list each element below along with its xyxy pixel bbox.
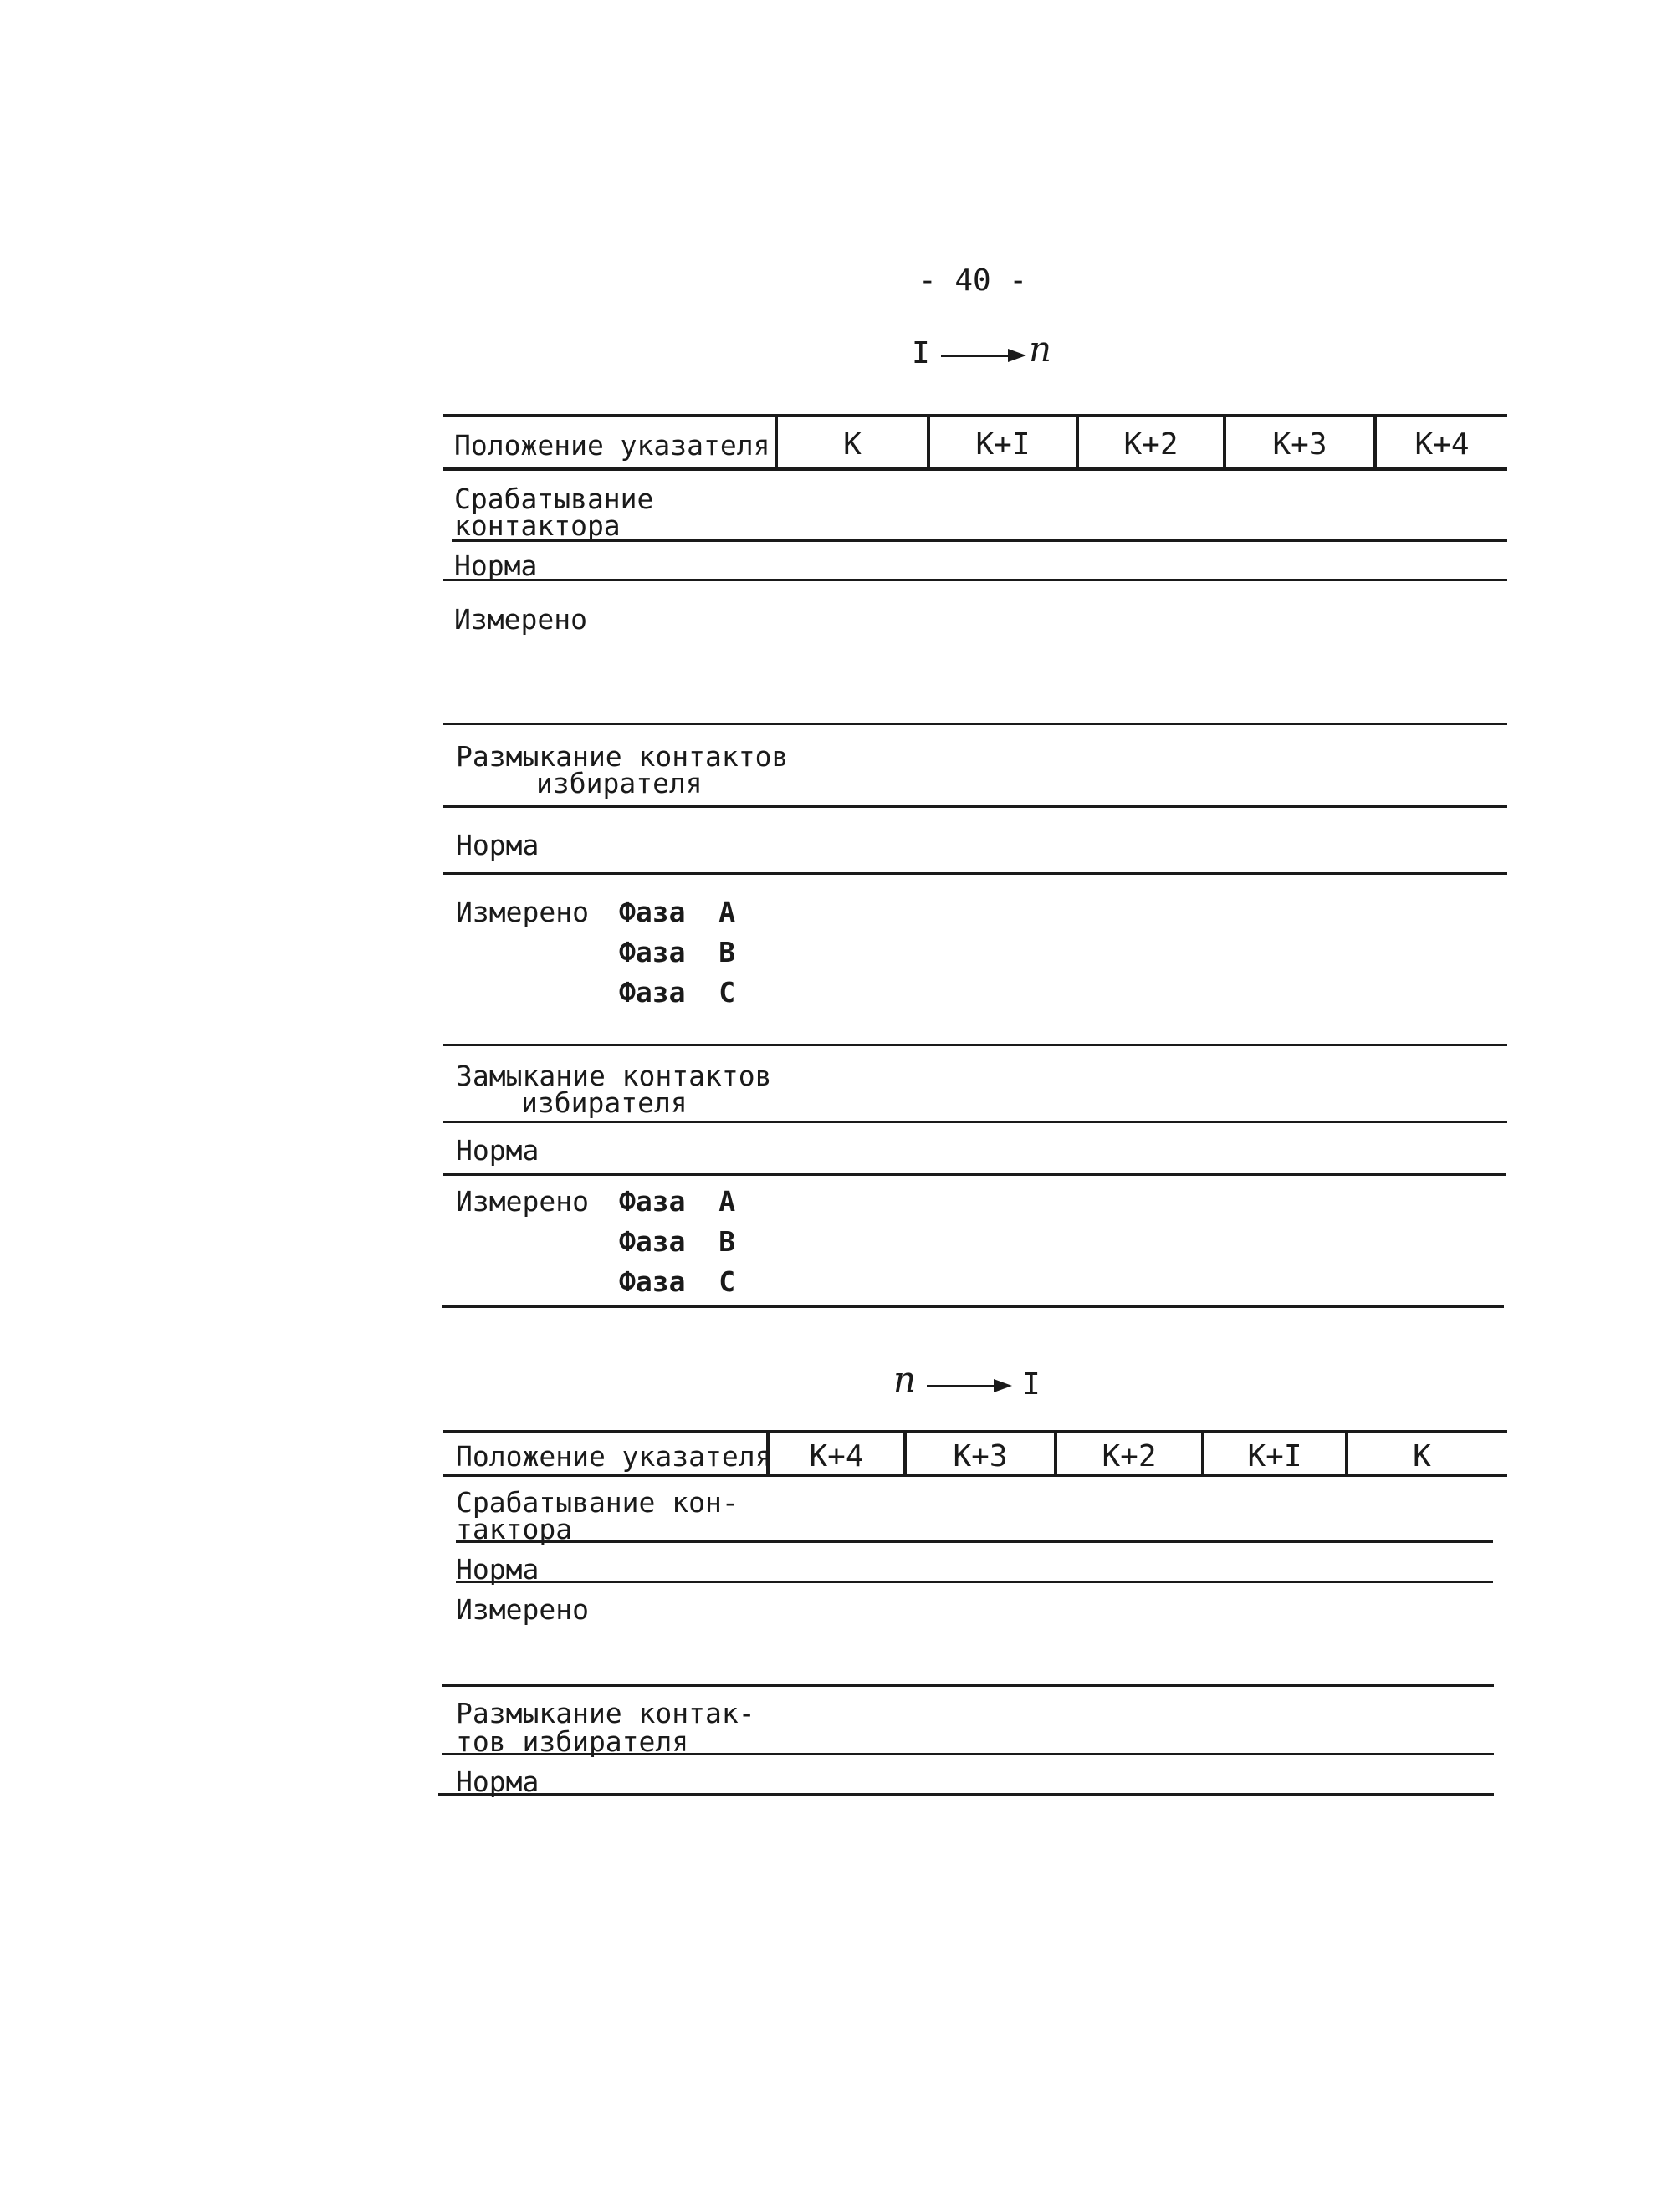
contactor-label-line2: контактора [454,509,621,542]
column-header: К+3 [953,1439,1008,1474]
closing-phase-b: Фаза В [619,1225,736,1258]
arrow-line [927,1385,994,1387]
table-bottom-rule [442,1305,1504,1308]
row-rule [452,539,1507,542]
contactor-measured-label: Измерено [456,1593,589,1626]
column-header: К [843,427,862,462]
closing-measured-label: Измерено [456,1185,589,1218]
arrow-right-icon [994,1379,1012,1392]
row-rule [443,872,1507,875]
contactor-label-line1: Срабатывание кон- [456,1486,739,1519]
closing-phase-a: Фаза А [619,1185,736,1218]
closing-phase-c: Фаза С [619,1265,736,1298]
row-rule [442,1684,1494,1687]
header-bottom-rule [443,467,1507,471]
row-rule [456,1581,1493,1583]
row-rule [443,1044,1507,1046]
row-rule [443,1173,1506,1176]
opening-label-line1: Размыкание контак- [456,1697,755,1729]
closing-label-line2: избирателя [521,1086,688,1119]
column-header: К [1413,1439,1431,1474]
opening-label-line2: тов избирателя [456,1725,689,1758]
direction-from: n [893,1359,917,1400]
direction-to: I [1022,1367,1041,1402]
opening-norm-label: Норма [456,1765,540,1798]
column-header: К+4 [809,1439,864,1474]
contactor-norm-label: Норма [454,549,538,582]
contactor-measured-label: Измерено [454,603,587,636]
row-rule [443,805,1507,808]
row-rule [443,723,1507,725]
column-header: К+I [975,427,1030,462]
contactor-label-line1: Срабатывание [454,483,654,515]
column-header: К+4 [1414,427,1470,462]
header-position-label: Положение указателя [454,429,770,462]
contactor-norm-label: Норма [456,1553,540,1586]
row-rule [438,1793,1494,1796]
column-header: К+2 [1102,1439,1157,1474]
opening-phase-c: Фаза С [619,976,736,1009]
page-number: - 40 - [918,263,1028,298]
opening-label-line2: избирателя [536,767,703,799]
column-header: К+I [1247,1439,1302,1474]
direction-to: n [1029,329,1052,370]
arrow-line [941,355,1008,357]
closing-norm-label: Норма [456,1134,540,1167]
column-header: К+2 [1123,427,1179,462]
closing-label-line1: Замыкание контактов [456,1060,772,1092]
row-rule [456,1540,1493,1543]
table-top-rule [443,414,1507,417]
contactor-label-line2: тактора [456,1513,573,1545]
opening-phase-b: Фаза В [619,936,736,968]
opening-norm-label: Норма [456,829,540,861]
arrow-right-icon [1008,349,1026,362]
header-position-label: Положение указателя [456,1440,772,1473]
opening-label-line1: Размыкание контактов [456,740,789,773]
header-bottom-rule [443,1474,1507,1477]
row-rule [442,1753,1494,1755]
opening-measured-label: Измерено [456,896,589,928]
row-rule [443,579,1507,581]
column-header: К+3 [1272,427,1327,462]
direction-from: I [912,336,930,370]
row-rule [443,1121,1507,1123]
opening-phase-a: Фаза А [619,896,736,928]
